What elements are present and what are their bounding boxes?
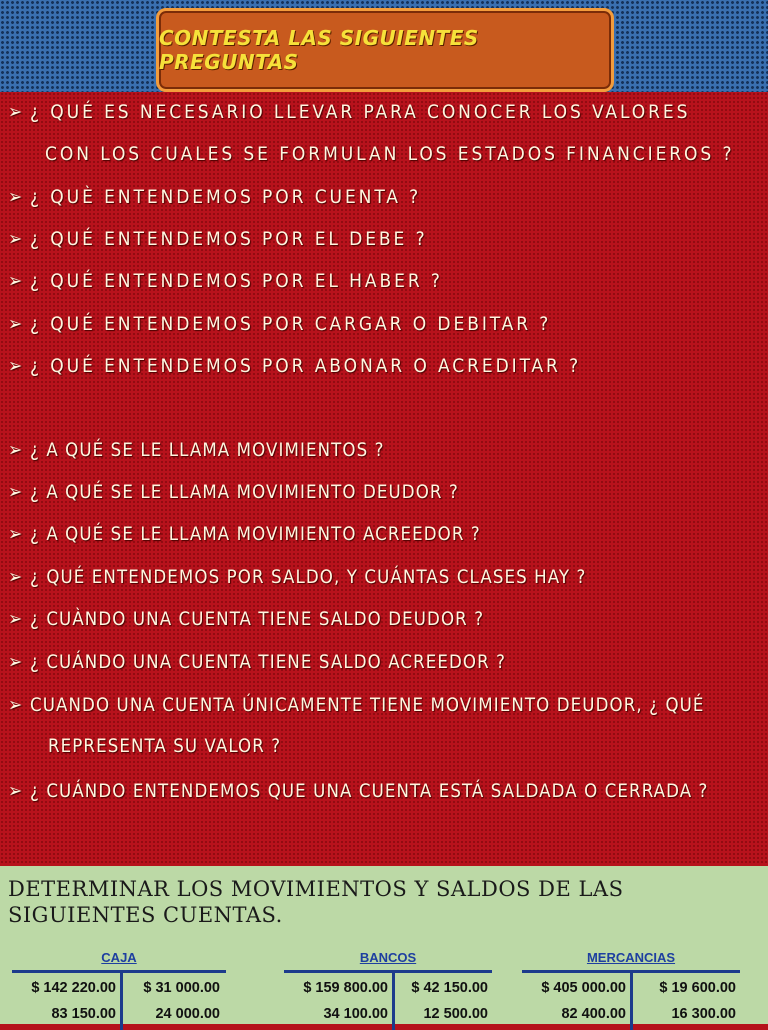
question-item: ➢ ¿ CUÁNDO ENTENDEMOS QUE UNA CUENTA ESTÁ SALDADA O CERRADA ? [8,780,709,802]
arrow-bullet-icon: ➢ [8,439,23,461]
question-item: ➢ ¿ QUÉ ENTENDEMOS POR CARGAR O DEBITAR ? [8,313,552,335]
question-item: ➢ CUANDO UNA CUENTA ÚNICAMENTE TIENE MOVIMIENTO DEUDOR, ¿ QUÉ [8,694,705,716]
t-account-horizontal-line [284,970,492,973]
arrow-bullet-icon: ➢ [8,481,23,503]
question-item: ➢ ¿ CUÁNDO UNA CUENTA TIENE SALDO ACREEDOR ? [8,651,507,673]
debit-entry: $ 159 800.00 [303,980,388,996]
debit-entry: 82 400.00 [561,1006,626,1022]
credit-entry: $ 42 150.00 [411,980,488,996]
question-continuation: REPRESENTA SU VALOR ? [48,736,282,757]
arrow-bullet-icon: ➢ [8,566,23,588]
question-item: ➢ ¿ A QUÉ SE LE LLAMA MOVIMIENTO DEUDOR ? [8,481,459,503]
credit-entry: 16 300.00 [671,1006,736,1022]
t-account-horizontal-line [12,970,226,973]
debit-entry: $ 142 220.00 [31,980,116,996]
credit-entry: $ 31 000.00 [143,980,220,996]
t-account-vertical-line [392,970,395,1030]
arrow-bullet-icon: ➢ [8,186,23,208]
exercise-instruction: DETERMINAR LOS MOVIMIENTOS Y SALDOS DE LAS SIGUIENTES CUENTAS. [8,877,624,927]
t-account-vertical-line [630,970,633,1030]
account-name: BANCOS [359,950,417,965]
question-item: ➢ ¿ A QUÉ SE LE LLAMA MOVIMIENTOS ? [8,439,385,461]
credit-entry: 12 500.00 [423,1006,488,1022]
page-title: CONTESTA LAS SIGUIENTES PREGUNTAS [159,26,479,74]
arrow-bullet-icon: ➢ [8,228,23,250]
arrow-bullet-icon: ➢ [8,355,23,377]
account-name: MERCANCIAS [586,950,676,965]
question-item: ➢ ¿ QUÈ ENTENDEMOS POR CUENTA ? [8,186,422,208]
debit-entry: 34 100.00 [323,1006,388,1022]
question-item: ➢ ¿ QUÉ ENTENDEMOS POR EL DEBE ? [8,228,428,250]
debit-entry: $ 405 000.00 [541,980,626,996]
credit-entry: 24 000.00 [155,1006,220,1022]
question-item: ➢ ¿ QUÉ ENTENDEMOS POR SALDO, Y CUÁNTAS CLASES HAY ? [8,566,587,588]
question-item: ➢ ¿ A QUÉ SE LE LLAMA MOVIMIENTO ACREEDOR ? [8,523,481,545]
question-item: ➢ ¿ QUÉ ENTENDEMOS POR ABONAR O ACREDITAR ? [8,355,582,377]
arrow-bullet-icon: ➢ [8,313,23,335]
question-item: ➢ ¿ QUÉ ENTENDEMOS POR EL HABER ? [8,270,443,292]
t-account-caja [12,950,226,1030]
arrow-bullet-icon: ➢ [8,651,23,673]
t-account-bancos [284,950,492,1030]
question-item: ➢ ¿ CUÀNDO UNA CUENTA TIENE SALDO DEUDOR ? [8,608,485,630]
arrow-bullet-icon: ➢ [8,523,23,545]
account-name: CAJA [101,950,137,965]
debit-entry: 83 150.00 [51,1006,116,1022]
arrow-bullet-icon: ➢ [8,694,23,716]
arrow-bullet-icon: ➢ [8,780,23,802]
arrow-bullet-icon: ➢ [8,101,23,123]
t-account-mercancias [522,950,740,1030]
question-item: ➢ ¿ QUÉ ES NECESARIO LLEVAR PARA CONOCER LOS VALORES [8,101,691,123]
arrow-bullet-icon: ➢ [8,608,23,630]
title-banner [156,8,614,92]
question-continuation: CON LOS CUALES SE FORMULAN LOS ESTADOS FINANCIEROS ? [45,143,735,165]
t-account-vertical-line [120,970,123,1030]
arrow-bullet-icon: ➢ [8,270,23,292]
credit-entry: $ 19 600.00 [659,980,736,996]
